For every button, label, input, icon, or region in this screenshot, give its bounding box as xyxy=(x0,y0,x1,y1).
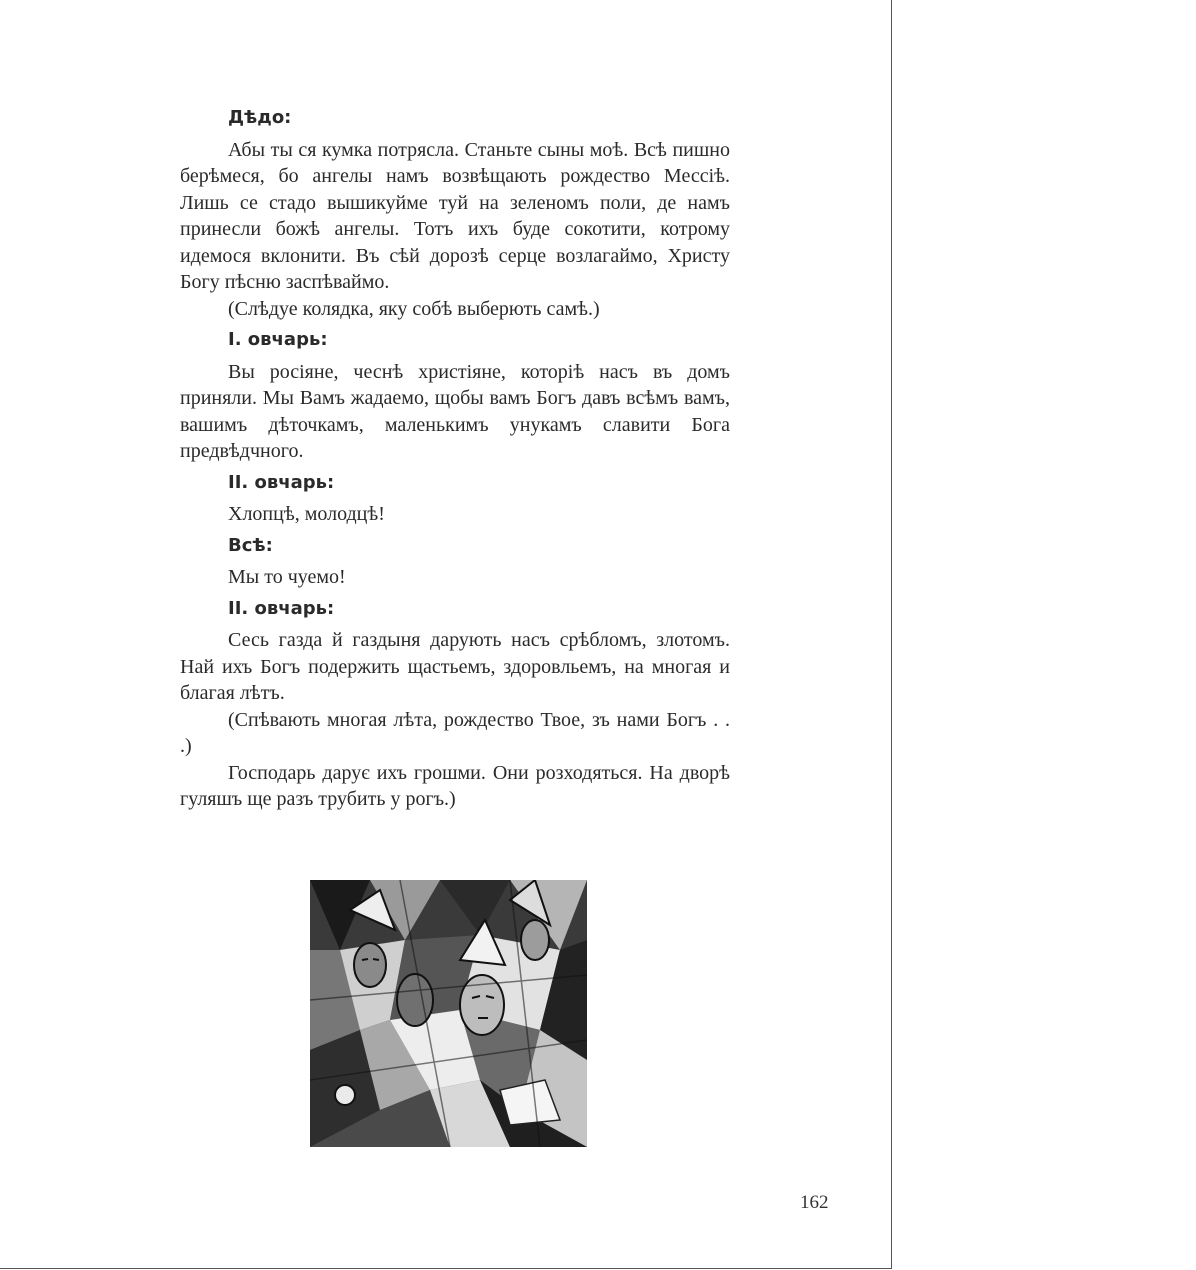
paragraph: Хлопцѣ, молодцѣ! xyxy=(228,503,385,525)
paragraph: Сесь газда й газдыня дарують насъ срѣбломъ, злотомъ. Най ихъ Богъ подержить щастьемъ, здоровльемъ, на многая и благая лѣтъ. xyxy=(180,629,730,704)
page-number: 162 xyxy=(800,1192,829,1213)
text-body xyxy=(180,100,730,813)
paragraph: Мы то чуемо! xyxy=(228,566,346,588)
speaker-all: Всѣ: xyxy=(228,534,273,556)
stage-direction: (Слѣдуе колядка, яку собѣ выберють самѣ.) xyxy=(228,297,600,320)
speaker-shepherd-2: ІІ. овчарь: xyxy=(228,597,335,619)
speaker-dido: Дѣдо: xyxy=(228,107,292,128)
speaker-shepherd-2: ІІ. овчарь: xyxy=(228,471,335,493)
paragraph: Вы росіяне, чеснѣ христіяне, которіѣ насъ въ домъ приняли. Мы Вамъ жадаемо, щобы вамъ Богъ давъ всѣмъ вамъ, вашимъ дѣточкамъ, маленькимъ унукамъ славити Бога предвѣдчного. xyxy=(180,360,730,462)
speaker-shepherd-1: І. овчарь: xyxy=(228,329,328,350)
paragraph: Господарь дарує ихъ грошми. Они розходяться. На дворѣ гуляшъ ще разъ трубить у рогъ.) xyxy=(180,761,730,810)
cubist-crowd-illustration xyxy=(310,880,587,1147)
paragraph: Абы ты ся кумка потрясла. Станьте сыны моѣ. Всѣ пишно берѣмеся, бо ангелы намъ возвѣщають рождество Мессіѣ. Лишь се стадо вышикуйме туй на зеленомъ поли, де намъ принесли божѣ ангелы. Тотъ ихъ буде сокотити, котрому идемося вклонити. Въ сѣй дорозѣ серце возлагаймо, Христу Богу пѣсню заспѣваймо. xyxy=(180,138,730,293)
stage-direction: (Спѣвають многая лѣта, рождество Твое, зъ нами Богъ . . .) xyxy=(180,708,730,757)
